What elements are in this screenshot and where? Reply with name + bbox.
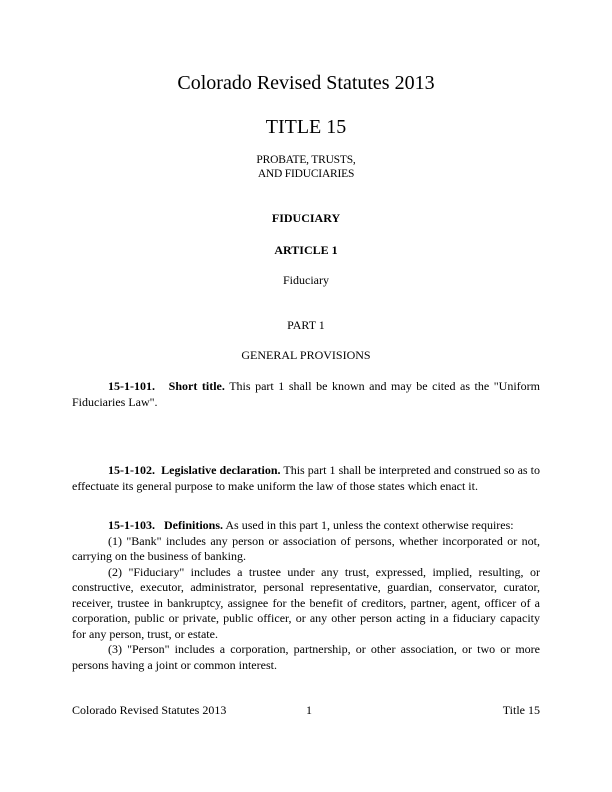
subsection-1: (1) "Bank" includes any person or association of persons, whether incorporated or not, carrying on the business of banking. [72, 533, 540, 563]
section-title: Legislative declaration. [161, 463, 281, 477]
page-footer [72, 703, 540, 717]
title-number: TITLE 15 [265, 116, 347, 138]
division-heading: FIDUCIARY [271, 211, 341, 225]
title-subject-line1: PROBATE, TRUSTS, [256, 154, 356, 166]
section-title: Definitions. [164, 518, 224, 532]
section-paragraph [72, 518, 540, 534]
footer-title-ref: Title 15 [502, 703, 540, 717]
part-name: GENERAL PROVISIONS [241, 348, 371, 362]
section-number: 15-1-101. [108, 379, 155, 393]
section-15-1-103 [72, 518, 540, 673]
section-number: 15-1-103. [108, 518, 155, 532]
title-subject [0, 153, 612, 181]
section-text: This part 1 shall be known and may be cited as the "Uniform Fiduciaries Law". [72, 379, 540, 409]
section-paragraph [72, 379, 540, 410]
footer-document-title: Colorado Revised Statutes 2013 [72, 703, 227, 717]
title-subject-line2: AND FIDUCIARIES [257, 168, 355, 180]
section-15-1-102 [72, 463, 540, 494]
section-paragraph [72, 463, 540, 494]
part-heading: PART 1 [287, 318, 325, 332]
page-number: 1 [306, 703, 312, 717]
subsection-3: (3) "Person" includes a corporation, partnership, or other association, or two or more persons having a joint or common interest. [72, 642, 540, 672]
section-text: This part 1 shall be interpreted and construed so as to effectuate its general purpose to make uniform the law of those states which enact it. [72, 463, 540, 493]
article-heading: ARTICLE 1 [274, 243, 338, 257]
section-text: As used in this part 1, unless the context otherwise requires: [225, 518, 514, 532]
section-title: Short title. [168, 379, 225, 393]
subsection-2: (2) "Fiduciary" includes a trustee under any trust, expressed, implied, resulting, or constructive, executor, administrator, personal representative, guardian, conservator, curator, receiver, trustee in bankruptcy, assignee for the benefit of creditors, partner, agent, officer of a corporation, public or private, public officer, or any other person acting in a fiduciary capacity for any person, trust, or estate. [72, 564, 540, 641]
section-15-1-101 [72, 379, 540, 410]
section-number: 15-1-102. [108, 463, 155, 477]
document-title: Colorado Revised Statutes 2013 [177, 72, 435, 94]
article-name: Fiduciary [283, 273, 329, 287]
